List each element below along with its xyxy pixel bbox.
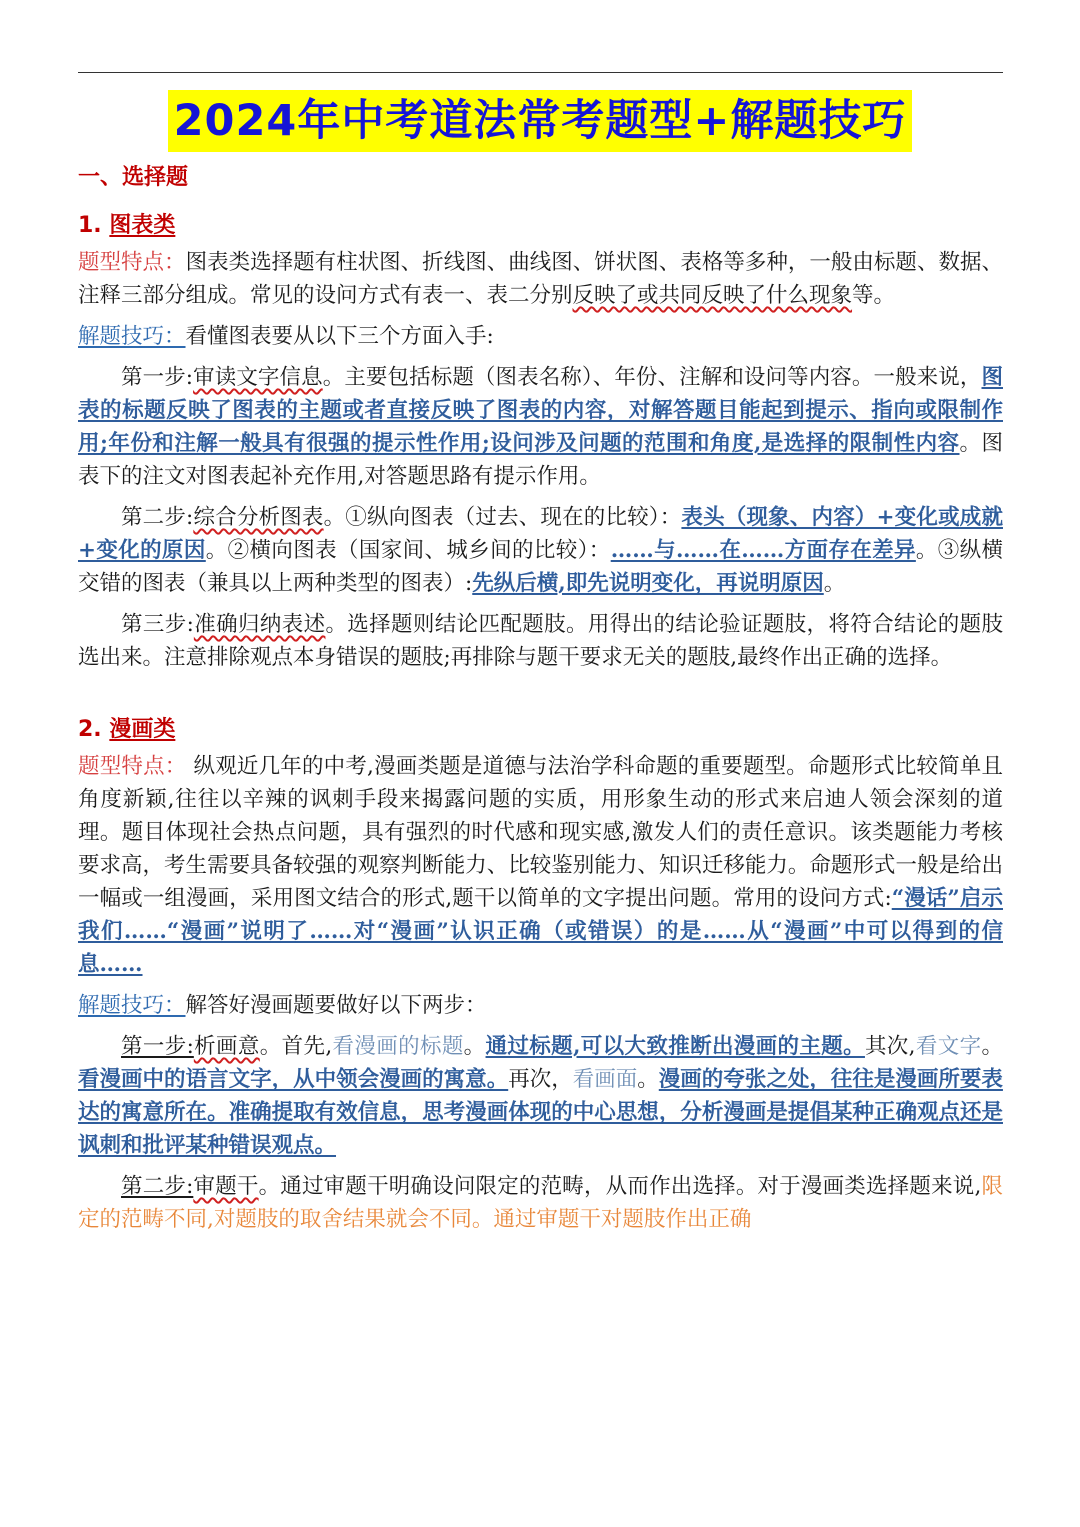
comics-step1-paragraph <box>78 1030 1003 1162</box>
features-text: 图表类选择题有柱状图、折线图、曲线图、饼状图、表格等多种，一般由标题、数据、注释三部分组成。常见的设问方式有表一、表二分别 <box>78 250 1003 308</box>
step-text: 其次, <box>864 1034 916 1059</box>
subsection-heading-charts <box>78 206 1003 246</box>
wavy-emphasis: 反映了或共同反映了什么现象 <box>572 283 853 308</box>
comics-skills-paragraph <box>78 989 1003 1022</box>
step-highlight: ……与……在……方面存在差异 <box>610 538 916 563</box>
step-text: 。主要包括标题（图表名称）、年份、注解和设问等内容。一般来说， <box>322 365 982 390</box>
features-text: 纵观近几年的中考,漫画类题是道德与法治学科命题的重要题型。命题形式比较简单且角度新颖,往往以辛辣的讽刺手段来揭露问题的实质，用形象生动的形式来启迪人领会深刻的道理。题目体现社会热点问题，具有强烈的时代感和现实感,激发人们的责任意识。该类题能力考核要求高，考生需要具备较强的观察判断能力、比较鉴别能力、知识迁移能力。命题形式一般是给出一幅或一组漫画，采用图文结合的形式,题干以简单的文字提出问题。常用的设问方式: <box>78 754 1003 911</box>
step-text: 。首先, <box>259 1034 333 1059</box>
subsection-name: 图表类 <box>109 213 176 238</box>
title-block <box>0 90 1080 152</box>
subsection-number: 1. <box>78 213 102 238</box>
step-key: 准确归纳表述 <box>193 612 326 637</box>
step-prefix: 第二步: <box>121 1174 194 1199</box>
step-text-end: 。 <box>823 571 846 596</box>
features-label: 题型特点： <box>78 754 187 779</box>
skills-label: 解题技巧： <box>78 993 186 1018</box>
page-title: 2024年中考道法常考题型+解题技巧 <box>168 90 913 152</box>
step-text: 。 <box>463 1034 486 1059</box>
charts-step2-paragraph <box>78 501 1003 600</box>
step-highlight: 漫画的夸张之处，往往是漫画所要表达的寓意所在。准确提取有效信息，思考漫画体现的中心思想，分析漫画是提倡某种正确观点还是讽刺和批评某种错误观点。 <box>78 1067 1003 1158</box>
features-text-end: 等。 <box>852 283 896 308</box>
step-text-end: 。图表下的注文对图表起补充作用,对答题思路有提示作用。 <box>78 431 1003 489</box>
step-text: 再次， <box>508 1067 573 1092</box>
subsection-name: 漫画类 <box>109 717 176 742</box>
step-key: 审题干 <box>193 1174 259 1199</box>
subsection-heading-comics <box>78 710 1003 750</box>
comics-step2-paragraph <box>78 1170 1003 1236</box>
comics-features-paragraph <box>78 750 1003 981</box>
step-key: 审读文字信息 <box>193 365 323 390</box>
subsection-number: 2. <box>78 717 102 742</box>
step-highlight: 通过标题,可以大致推断出漫画的主题。 <box>485 1034 865 1059</box>
charts-step3-paragraph <box>78 608 1003 674</box>
step-prefix: 第一步: <box>121 1034 194 1059</box>
skills-label: 解题技巧： <box>78 324 186 349</box>
step-highlight: 先纵后横,即先说明变化，再说明原因 <box>472 571 824 596</box>
step-text: 。②横向图表（国家间、城乡间的比较）： <box>205 538 611 563</box>
step-text: 。通过审题干明确设问限定的范畴，从而作出选择。对于漫画类选择题来说, <box>258 1174 982 1199</box>
skills-text: 看懂图表要从以下三个方面入手: <box>185 324 494 349</box>
step-prefix: 第二步: <box>121 505 194 530</box>
charts-features-paragraph <box>78 246 1003 312</box>
step-text: 。 <box>981 1034 1003 1059</box>
step-soft: 看漫画的标题 <box>332 1034 464 1059</box>
step-soft: 看文字 <box>915 1034 982 1059</box>
top-divider <box>78 72 1003 73</box>
step-text: 。选择题则结论匹配题肢。用得出的结论验证题肢，将符合结论的题肢选出来。注意排除观点本身错误的题肢;再排除与题干要求无关的题肢,最终作出正确的选择。 <box>78 612 1003 670</box>
step-text: 。①纵向图表（过去、现在的比较）： <box>323 505 682 530</box>
section-heading-choice: 一、选择题 <box>78 165 189 190</box>
document-body <box>78 158 1003 1236</box>
step-highlight: 表头（现象、内容）+变化或成就+变化的原因 <box>78 505 1003 563</box>
charts-step1-paragraph <box>78 361 1003 493</box>
step-key: 综合分析图表 <box>193 505 324 530</box>
charts-skills-paragraph <box>78 320 1003 353</box>
features-label: 题型特点： <box>78 250 186 275</box>
features-highlight: “漫话”启示我们……“漫画”说明了……对“漫画”认识正确（或错误）的是……从“漫画”中可以得到的信息…… <box>78 886 1003 977</box>
step-soft: 看画面 <box>572 1067 638 1092</box>
step-text: 。③纵横交错的图表（兼具以上两种类型的图表）: <box>78 538 1003 596</box>
step-prefix: 第一步: <box>121 365 194 390</box>
skills-text: 解答好漫画题要做好以下两步： <box>185 993 487 1018</box>
step-prefix: 第三步: <box>121 612 194 637</box>
step-highlight: 看漫画中的语言文字，从中领会漫画的寓意。 <box>78 1067 509 1092</box>
step-highlight: 图表的标题反映了图表的主题或者直接反映了图表的内容，对解答题目能起到提示、指向或限制作用;年份和注解一般具有很强的提示性作用;设问涉及问题的范围和角度,是选择的限制性内容 <box>78 365 1003 456</box>
step-key: 析画意 <box>193 1034 260 1059</box>
step-text: 。 <box>637 1067 659 1092</box>
step-orange-text: 限定的范畴不同,对题肢的取舍结果就会不同。通过审题干对题肢作出正确 <box>78 1174 1003 1232</box>
